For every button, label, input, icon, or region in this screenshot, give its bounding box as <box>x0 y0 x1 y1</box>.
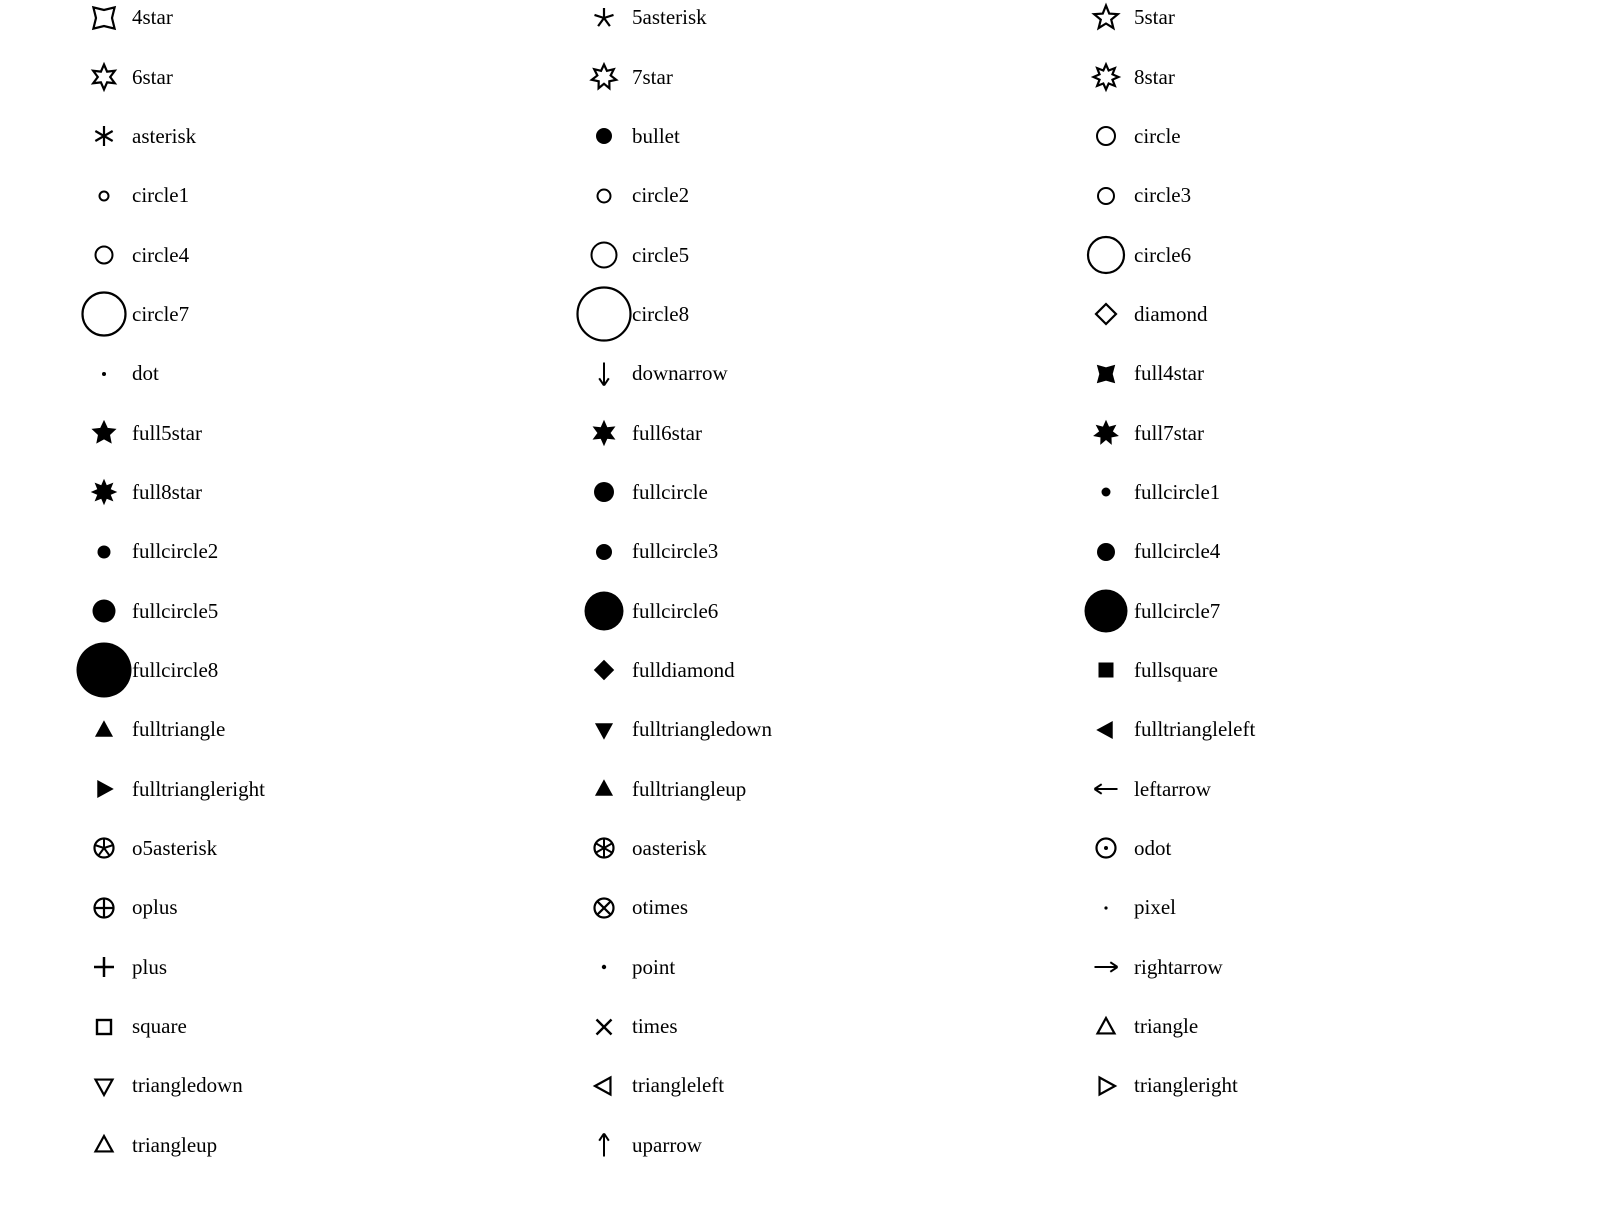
marker-label: fullcircle3 <box>632 539 719 564</box>
marker-label: leftarrow <box>1134 776 1211 801</box>
circle6-glyph <box>1078 227 1134 283</box>
full7star-icon <box>1078 405 1134 461</box>
pixel-glyph <box>1078 880 1134 936</box>
marker-row <box>1002 581 1502 640</box>
marker-row <box>500 166 1000 225</box>
marker-label: diamond <box>1134 301 1208 326</box>
otimes-icon <box>576 880 632 936</box>
square-glyph <box>76 999 132 1055</box>
fulltriangle-icon <box>76 702 132 758</box>
fullcircle4-glyph <box>1078 524 1134 580</box>
marker-label: fulltriangledown <box>632 717 772 742</box>
marker-row <box>0 463 500 522</box>
marker-label: oplus <box>132 895 178 920</box>
marker-row <box>500 344 1000 403</box>
marker-label: circle8 <box>632 301 690 326</box>
fullcircle2-icon <box>76 524 132 580</box>
marker-label: 4star <box>132 5 173 30</box>
full5star-icon <box>76 405 132 461</box>
fullcircle7-glyph <box>1078 583 1134 639</box>
circle3-glyph <box>1078 168 1134 224</box>
full6star-icon <box>576 405 632 461</box>
marker-row <box>0 641 500 700</box>
fulltriangleleft-icon <box>1078 702 1134 758</box>
marker-label: circle2 <box>632 183 690 208</box>
fulltriangledown-icon <box>576 702 632 758</box>
fulldiamond-icon <box>576 642 632 698</box>
marker-row <box>500 225 1000 284</box>
diamond-glyph <box>1078 286 1134 342</box>
marker-label: circle1 <box>132 183 190 208</box>
5star-glyph <box>1078 0 1134 46</box>
marker-label: triangleleft <box>632 1073 725 1098</box>
asterisk-glyph <box>76 108 132 164</box>
marker-label: fullcircle2 <box>132 539 219 564</box>
marker-label: fulltriangleright <box>132 776 265 801</box>
rightarrow-glyph <box>1078 939 1134 995</box>
triangle-icon <box>1078 999 1134 1055</box>
marker-label: triangleright <box>1134 1073 1238 1098</box>
marker-row <box>0 47 500 106</box>
oplus-glyph <box>76 880 132 936</box>
square-icon <box>76 999 132 1055</box>
5star-icon <box>1078 0 1134 46</box>
marker-row <box>0 759 500 818</box>
marker-row <box>500 878 1000 937</box>
marker-label: dot <box>132 361 159 386</box>
marker-row <box>1002 344 1502 403</box>
triangledown-glyph <box>76 1058 132 1114</box>
times-glyph <box>576 999 632 1055</box>
marker-label: fulltriangle <box>132 717 226 742</box>
marker-row <box>500 0 1000 47</box>
marker-column-2 <box>500 0 1000 1175</box>
marker-label: full5star <box>132 420 202 445</box>
o5asterisk-icon <box>76 820 132 876</box>
fullcircle2-glyph <box>76 524 132 580</box>
full8star-icon <box>76 464 132 520</box>
asterisk-icon <box>76 108 132 164</box>
o5asterisk-glyph <box>76 820 132 876</box>
fulltriangleright-glyph <box>76 761 132 817</box>
marker-label: odot <box>1134 835 1172 860</box>
marker-row <box>0 403 500 462</box>
marker-row <box>1002 47 1502 106</box>
8star-icon <box>1078 49 1134 105</box>
marker-row <box>0 522 500 581</box>
marker-label: 7star <box>632 64 673 89</box>
marker-label: rightarrow <box>1134 954 1223 979</box>
marker-row <box>1002 522 1502 581</box>
triangledown-icon <box>76 1058 132 1114</box>
downarrow-glyph <box>576 346 632 402</box>
marker-row <box>500 938 1000 997</box>
circle5-icon <box>576 227 632 283</box>
marker-label: circle6 <box>1134 242 1192 267</box>
marker-row <box>0 700 500 759</box>
circle2-glyph <box>576 168 632 224</box>
full5star-glyph <box>76 405 132 461</box>
marker-row <box>1002 463 1502 522</box>
fulltriangleleft-glyph <box>1078 702 1134 758</box>
fullcircle6-icon <box>576 583 632 639</box>
marker-row <box>1002 878 1502 937</box>
circle-glyph <box>1078 108 1134 164</box>
bullet-icon <box>576 108 632 164</box>
marker-row <box>1002 938 1502 997</box>
marker-row <box>0 166 500 225</box>
marker-row <box>500 581 1000 640</box>
5asterisk-glyph <box>576 0 632 46</box>
rightarrow-icon <box>1078 939 1134 995</box>
marker-label: fulltriangleleft <box>1134 717 1256 742</box>
fullcircle7-icon <box>1078 583 1134 639</box>
marker-column-3 <box>1002 0 1502 1116</box>
point-icon <box>576 939 632 995</box>
marker-row <box>1002 403 1502 462</box>
circle-icon <box>1078 108 1134 164</box>
marker-label: fullcircle8 <box>132 657 219 682</box>
marker-label: circle5 <box>632 242 690 267</box>
marker-row <box>500 522 1000 581</box>
fullcircle3-glyph <box>576 524 632 580</box>
fullcircle5-icon <box>76 583 132 639</box>
full7star-glyph <box>1078 405 1134 461</box>
marker-row <box>1002 641 1502 700</box>
marker-label: pixel <box>1134 895 1176 920</box>
marker-column-1 <box>0 0 500 1175</box>
marker-row <box>500 1116 1000 1175</box>
marker-row <box>500 285 1000 344</box>
fullcircle1-icon <box>1078 464 1134 520</box>
marker-label: triangleup <box>132 1132 218 1157</box>
marker-row <box>0 285 500 344</box>
times-icon <box>576 999 632 1055</box>
circle3-icon <box>1078 168 1134 224</box>
marker-label: plus <box>132 954 168 979</box>
fullcircle-icon <box>576 464 632 520</box>
marker-label: circle7 <box>132 301 190 326</box>
fullcircle8-icon <box>76 642 132 698</box>
downarrow-icon <box>576 346 632 402</box>
marker-row <box>1002 759 1502 818</box>
point-glyph <box>576 939 632 995</box>
marker-row <box>0 1116 500 1175</box>
marker-row <box>1002 0 1502 47</box>
8star-glyph <box>1078 49 1134 105</box>
marker-label: fullcircle1 <box>1134 479 1221 504</box>
marker-row <box>500 641 1000 700</box>
marker-label: triangle <box>1134 1014 1199 1039</box>
bullet-glyph <box>576 108 632 164</box>
circle1-glyph <box>76 168 132 224</box>
marker-row <box>0 581 500 640</box>
marker-row <box>1002 819 1502 878</box>
marker-row <box>500 700 1000 759</box>
marker-label: full6star <box>632 420 702 445</box>
marker-label: fullcircle7 <box>1134 598 1221 623</box>
uparrow-icon <box>576 1117 632 1173</box>
marker-label: fullcircle <box>632 479 708 504</box>
marker-row <box>0 938 500 997</box>
circle4-icon <box>76 227 132 283</box>
dot-glyph <box>76 346 132 402</box>
fullcircle4-icon <box>1078 524 1134 580</box>
fullcircle6-glyph <box>576 583 632 639</box>
triangleleft-glyph <box>576 1058 632 1114</box>
oasterisk-glyph <box>576 820 632 876</box>
triangleright-glyph <box>1078 1058 1134 1114</box>
marker-row <box>0 1056 500 1115</box>
marker-label: square <box>132 1014 187 1039</box>
marker-row <box>500 463 1000 522</box>
marker-row <box>1002 166 1502 225</box>
marker-label: 8star <box>1134 64 1175 89</box>
marker-row <box>0 819 500 878</box>
marker-label: times <box>632 1014 678 1039</box>
marker-row <box>1002 1056 1502 1115</box>
marker-row <box>500 1056 1000 1115</box>
plus-glyph <box>76 939 132 995</box>
uparrow-glyph <box>576 1117 632 1173</box>
marker-row <box>500 997 1000 1056</box>
leftarrow-icon <box>1078 761 1134 817</box>
marker-label: oasterisk <box>632 835 707 860</box>
marker-row <box>1002 225 1502 284</box>
marker-label: full8star <box>132 479 202 504</box>
marker-label: fullcircle6 <box>632 598 719 623</box>
full4star-icon <box>1078 346 1134 402</box>
fulltriangle-glyph <box>76 702 132 758</box>
triangleleft-icon <box>576 1058 632 1114</box>
marker-row <box>1002 285 1502 344</box>
7star-icon <box>576 49 632 105</box>
marker-label: fullcircle5 <box>132 598 219 623</box>
fullsquare-icon <box>1078 642 1134 698</box>
marker-label: 6star <box>132 64 173 89</box>
marker-label: fullcircle4 <box>1134 539 1221 564</box>
fullcircle5-glyph <box>76 583 132 639</box>
fullcircle8-glyph <box>76 642 132 698</box>
marker-label: circle4 <box>132 242 190 267</box>
marker-row <box>0 878 500 937</box>
circle1-icon <box>76 168 132 224</box>
marker-row <box>1002 997 1502 1056</box>
marker-label: circle3 <box>1134 183 1192 208</box>
marker-label: 5asterisk <box>632 5 707 30</box>
circle4-glyph <box>76 227 132 283</box>
marker-row <box>500 759 1000 818</box>
marker-label: uparrow <box>632 1132 702 1157</box>
triangleup-glyph <box>76 1117 132 1173</box>
6star-glyph <box>76 49 132 105</box>
fulltriangleup-glyph <box>576 761 632 817</box>
circle6-icon <box>1078 227 1134 283</box>
marker-row <box>0 0 500 47</box>
plus-icon <box>76 939 132 995</box>
marker-label: fulltriangleup <box>632 776 747 801</box>
full8star-glyph <box>76 464 132 520</box>
triangle-glyph <box>1078 999 1134 1055</box>
fullcircle3-icon <box>576 524 632 580</box>
full4star-glyph <box>1078 346 1134 402</box>
marker-row <box>1002 700 1502 759</box>
fullcircle1-glyph <box>1078 464 1134 520</box>
oasterisk-icon <box>576 820 632 876</box>
triangleright-icon <box>1078 1058 1134 1114</box>
circle7-icon <box>76 286 132 342</box>
marker-label: triangledown <box>132 1073 243 1098</box>
marker-row <box>500 819 1000 878</box>
fullcircle-glyph <box>576 464 632 520</box>
fulldiamond-glyph <box>576 642 632 698</box>
dot-icon <box>76 346 132 402</box>
marker-row <box>1002 107 1502 166</box>
fullsquare-glyph <box>1078 642 1134 698</box>
marker-label: full7star <box>1134 420 1204 445</box>
7star-glyph <box>576 49 632 105</box>
full6star-glyph <box>576 405 632 461</box>
circle7-glyph <box>76 286 132 342</box>
pixel-icon <box>1078 880 1134 936</box>
circle5-glyph <box>576 227 632 283</box>
fulltriangleup-icon <box>576 761 632 817</box>
marker-label: 5star <box>1134 5 1175 30</box>
marker-row <box>0 107 500 166</box>
fulltriangleright-icon <box>76 761 132 817</box>
diamond-icon <box>1078 286 1134 342</box>
6star-icon <box>76 49 132 105</box>
marker-row <box>500 107 1000 166</box>
4star-glyph <box>76 0 132 46</box>
marker-label: o5asterisk <box>132 835 218 860</box>
circle8-icon <box>576 286 632 342</box>
4star-icon <box>76 0 132 46</box>
circle2-icon <box>576 168 632 224</box>
odot-glyph <box>1078 820 1134 876</box>
marker-row <box>0 344 500 403</box>
marker-label: bullet <box>632 123 680 148</box>
circle8-glyph <box>576 286 632 342</box>
marker-label: fullsquare <box>1134 657 1218 682</box>
marker-label: downarrow <box>632 361 728 386</box>
marker-row <box>500 403 1000 462</box>
fulltriangledown-glyph <box>576 702 632 758</box>
otimes-glyph <box>576 880 632 936</box>
marker-row <box>500 47 1000 106</box>
marker-label: full4star <box>1134 361 1204 386</box>
marker-label: fulldiamond <box>632 657 735 682</box>
marker-label: point <box>632 954 676 979</box>
leftarrow-glyph <box>1078 761 1134 817</box>
5asterisk-icon <box>576 0 632 46</box>
marker-label: asterisk <box>132 123 197 148</box>
marker-label: otimes <box>632 895 688 920</box>
marker-row <box>0 225 500 284</box>
marker-row <box>0 997 500 1056</box>
oplus-icon <box>76 880 132 936</box>
marker-label: circle <box>1134 123 1181 148</box>
triangleup-icon <box>76 1117 132 1173</box>
odot-icon <box>1078 820 1134 876</box>
